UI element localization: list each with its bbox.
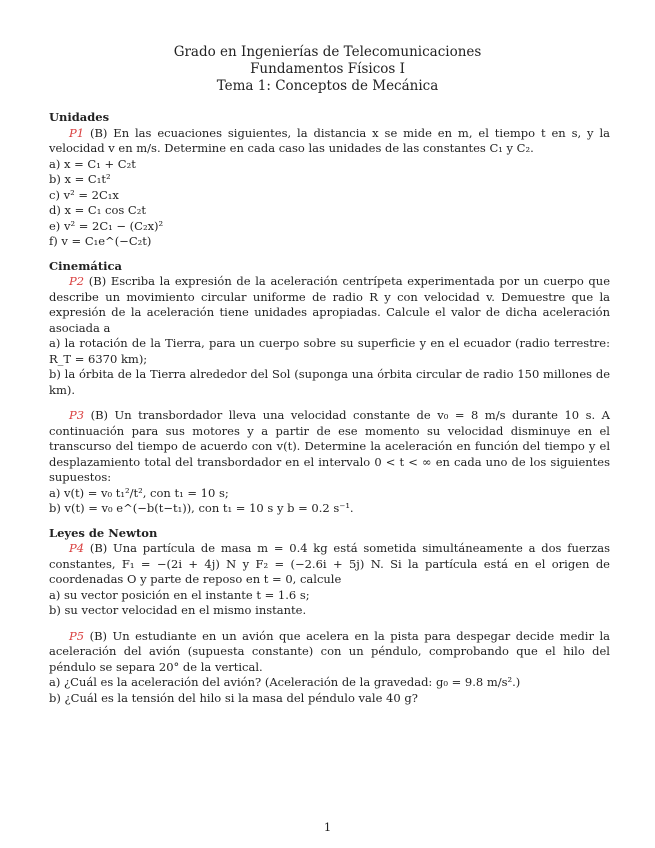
page-number: 1 [323,820,332,834]
p4-label: P4 [69,541,85,555]
p5-statement [49,629,610,676]
p1-label: P1 [69,125,85,140]
p2-intro: (B) Escriba la expresión de la aceleración centrípeta experimentada por un cuerpo que describe un movimiento circular uniforme de radio R y con velocidad v. Demuestre que la expresión de la aceleración tiene unidades apropiadas. Calcule el valor de dicha aceleración asociada a [49,274,611,335]
p1-item-a: a) x = C₁ + C₂t [49,156,136,171]
p4-item-a: a) su vector posición en el instante t = 1.6 s; [49,587,310,602]
p1-item-c: c) v² = 2C₁x [49,187,119,202]
p5-item-b: b) ¿Cuál es la tensión del hilo si la masa del péndulo vale 40 g? [49,690,418,705]
p1-statement [49,126,610,157]
p4-statement [49,541,610,588]
section-heading-cinematica: Cinemática [49,258,122,273]
section-heading-newton: Leyes de Newton [49,525,158,540]
p1-item-e: e) v² = 2C₁ − (C₂x)² [49,218,164,233]
problem-sheet [49,110,610,706]
section-heading-unidades: Unidades [49,110,110,124]
p5-item-a: a) ¿Cuál es la aceleración del avión? (Aceleración de la gravedad: g₀ = 9.8 m/s².) [49,675,521,689]
course-title: Fundamentos Físicos I [250,61,405,77]
p3-statement [49,408,610,486]
p1-item-b: b) x = C₁t² [49,172,111,186]
p2-label: P2 [69,274,85,288]
problem-p5 [49,629,610,707]
p2-item-b: b) la órbita de la Tierra alrededor del Sol (suponga una órbita circular de radio 150 millones de km). [49,367,610,397]
p3-intro: (B) Un transbordador lleva una velocidad constante de v₀ = 8 m/s durante 10 s. A continuación para sus motores y a partir de ese momento su velocidad disminuye en el transcurso del tiempo de acuerdo con v(t). Determine la aceleración en función del tiempo y el desplazamiento total del transbordador en el intervalo 0 < t < ∞ en cada uno de los siguientes supuestos: [49,408,610,484]
p3-item-a: a) v(t) = v₀ t₁²/t², con t₁ = 10 s; [49,485,229,500]
degree-title: Grado en Ingenierías de Telecomunicaciones [173,44,482,60]
p1-intro: (B) En las ecuaciones siguientes, la distancia x se mide en m, el tiempo t en s, y la velocidad v en m/s. Determine en cada caso las unidades de las constantes C₁ y C₂. [49,125,610,155]
p2-statement [49,274,610,336]
p3-item-b: b) v(t) = v₀ e^(−b(t−t₁)), con t₁ = 10 s y b = 0.2 s⁻¹. [49,501,354,515]
problem-p2 [49,274,610,398]
p4-item-b: b) su vector velocidad en el mismo instante. [49,603,307,617]
p1-item-f: f) v = C₁e^(−C₂t) [49,234,152,248]
topic-title: Tema 1: Conceptos de Mecánica [216,78,439,94]
problem-p3 [49,408,610,517]
p5-label: P5 [69,628,85,643]
p2-item-a: a) la rotación de la Tierra, para un cuerpo sobre su superficie y en el ecuador (radio terrestre: R_T = 6370 km); [49,336,610,366]
p3-label: P3 [69,408,85,422]
p5-intro: (B) Un estudiante en un avión que acelera en la pista para despegar decide medir la aceleración del avión (supuesta constante) con un péndulo, comprobando que el hilo del péndulo se separa 20° de la vertical. [49,628,610,674]
p1-item-d: d) x = C₁ cos C₂t [49,203,146,217]
problem-p4 [49,541,610,619]
problem-p1 [49,126,610,250]
document-header [0,44,655,95]
p4-intro: (B) Una partícula de masa m = 0.4 kg está sometida simultáneamente a dos fuerzas constantes, F₁ = −(2i + 4j) N y F₂ = (−2.6i + 5j) N. Si la partícula está en el origen de coordenadas O y parte de reposo en t = 0, calcule [49,541,610,586]
